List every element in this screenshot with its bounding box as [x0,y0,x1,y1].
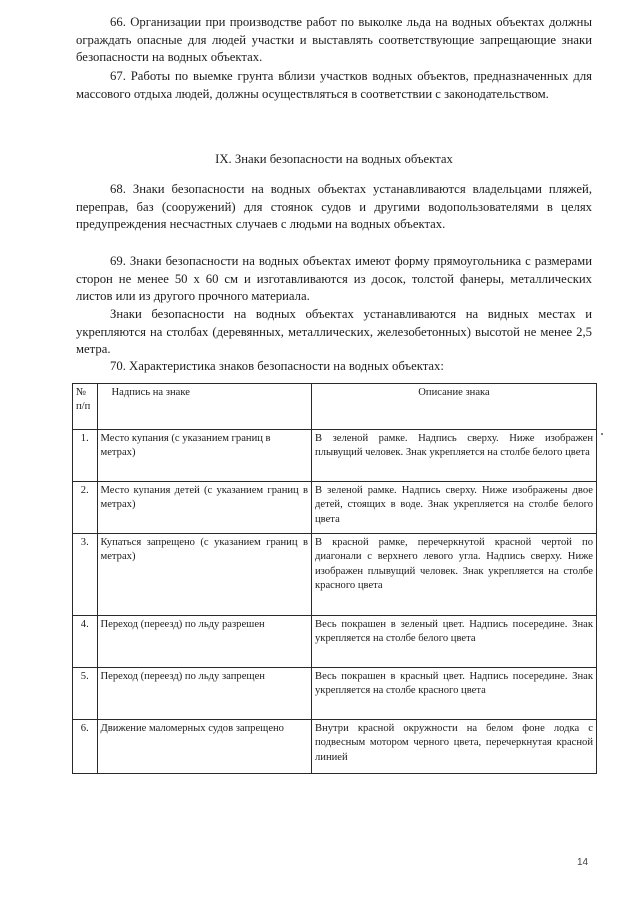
row-description: Внутри красной окружности на белом фоне лодка с подвесным мотором черного цвета, перечеркнутая красной линией [312,720,597,774]
scan-speck [601,433,603,435]
table-row [73,534,597,616]
table-header-row [73,384,597,430]
row-inscription: Купаться запрещено (с указанием границ в метрах) [97,534,312,616]
paragraph-69: 69. Знаки безопасности на водных объектах имеют форму прямоугольника с размерами сторон не менее 50 x 60 см и изготавливаются из досок, толстой фанеры, металлических листов или из другого прочного материала. [76,254,592,304]
row-description: В зеленой рамке. Надпись сверху. Ниже изображен плывущий человек. Знак укрепляется на столбе белого цвета [312,430,597,482]
row-number: 3. [73,534,98,616]
row-inscription: Место купания детей (с указанием границ в метрах) [97,482,312,534]
row-description: Весь покрашен в красный цвет. Надпись посередине. Знак укрепляется на столбе красного цвета [312,668,597,720]
row-number: 6. [73,720,98,774]
paragraph-66: 66. Организации при производстве работ по выколке льда на водных объектах должны ограждать опасные для людей участки и выставлять соответствующие запрещающие знаки безопасности на водных объектах. [76,15,592,65]
paragraph-68: 68. Знаки безопасности на водных объектах устанавливаются владельцами пляжей, переправ, баз (сооружений) для стоянок судов и другими водопользователями в целях предупреждения несчастных случаев с людьми на водных объектах. [76,182,592,232]
table-row [73,668,597,720]
row-inscription: Движение маломерных судов запрещено [97,720,312,774]
row-inscription: Переход (переезд) по льду разрешен [97,616,312,668]
row-description: Весь покрашен в зеленый цвет. Надпись посередине. Знак укрепляется на столбе белого цвета [312,616,597,668]
section-title: IX. Знаки безопасности на водных объектах [215,152,453,166]
table-row [73,430,597,482]
row-number: 4. [73,616,98,668]
row-number: 1. [73,430,98,482]
row-number: 5. [73,668,98,720]
paragraph-69-continued: Знаки безопасности на водных объектах устанавливаются на видных местах и укрепляются на столбах (деревянных, металлических, железобетонных) высотой не менее 2,5 метра. [76,307,592,357]
row-number: 2. [73,482,98,534]
paragraph-70: 70. Характеристика знаков безопасности на водных объектах: [110,359,444,373]
table-row [73,482,597,534]
page-number: 14 [577,857,589,868]
row-description: В красной рамке, перечеркнутой красной чертой по диагонали с верхнего левого угла. Надпись сверху. Ниже изображен плывущий человек. Знак укрепляется на столбе красного цвета [312,534,597,616]
safety-signs-table [72,383,597,774]
row-inscription: Переход (переезд) по льду запрещен [97,668,312,720]
paragraph-67: 67. Работы по выемке грунта вблизи участков водных объектов, предназначенных для массового отдыха людей, должны осуществляться в соответствии с законодательством. [76,69,592,101]
row-description: В зеленой рамке. Надпись сверху. Ниже изображены двое детей, стоящих в воде. Знак укрепляется на столбе белого цвета [312,482,597,534]
row-inscription: Место купания (с указанием границ в метрах) [97,430,312,482]
header-inscription: Надпись на знаке [97,384,312,430]
header-number: № п/п [73,384,98,430]
table-row [73,616,597,668]
table-row [73,720,597,774]
header-description: Описание знака [312,384,597,430]
